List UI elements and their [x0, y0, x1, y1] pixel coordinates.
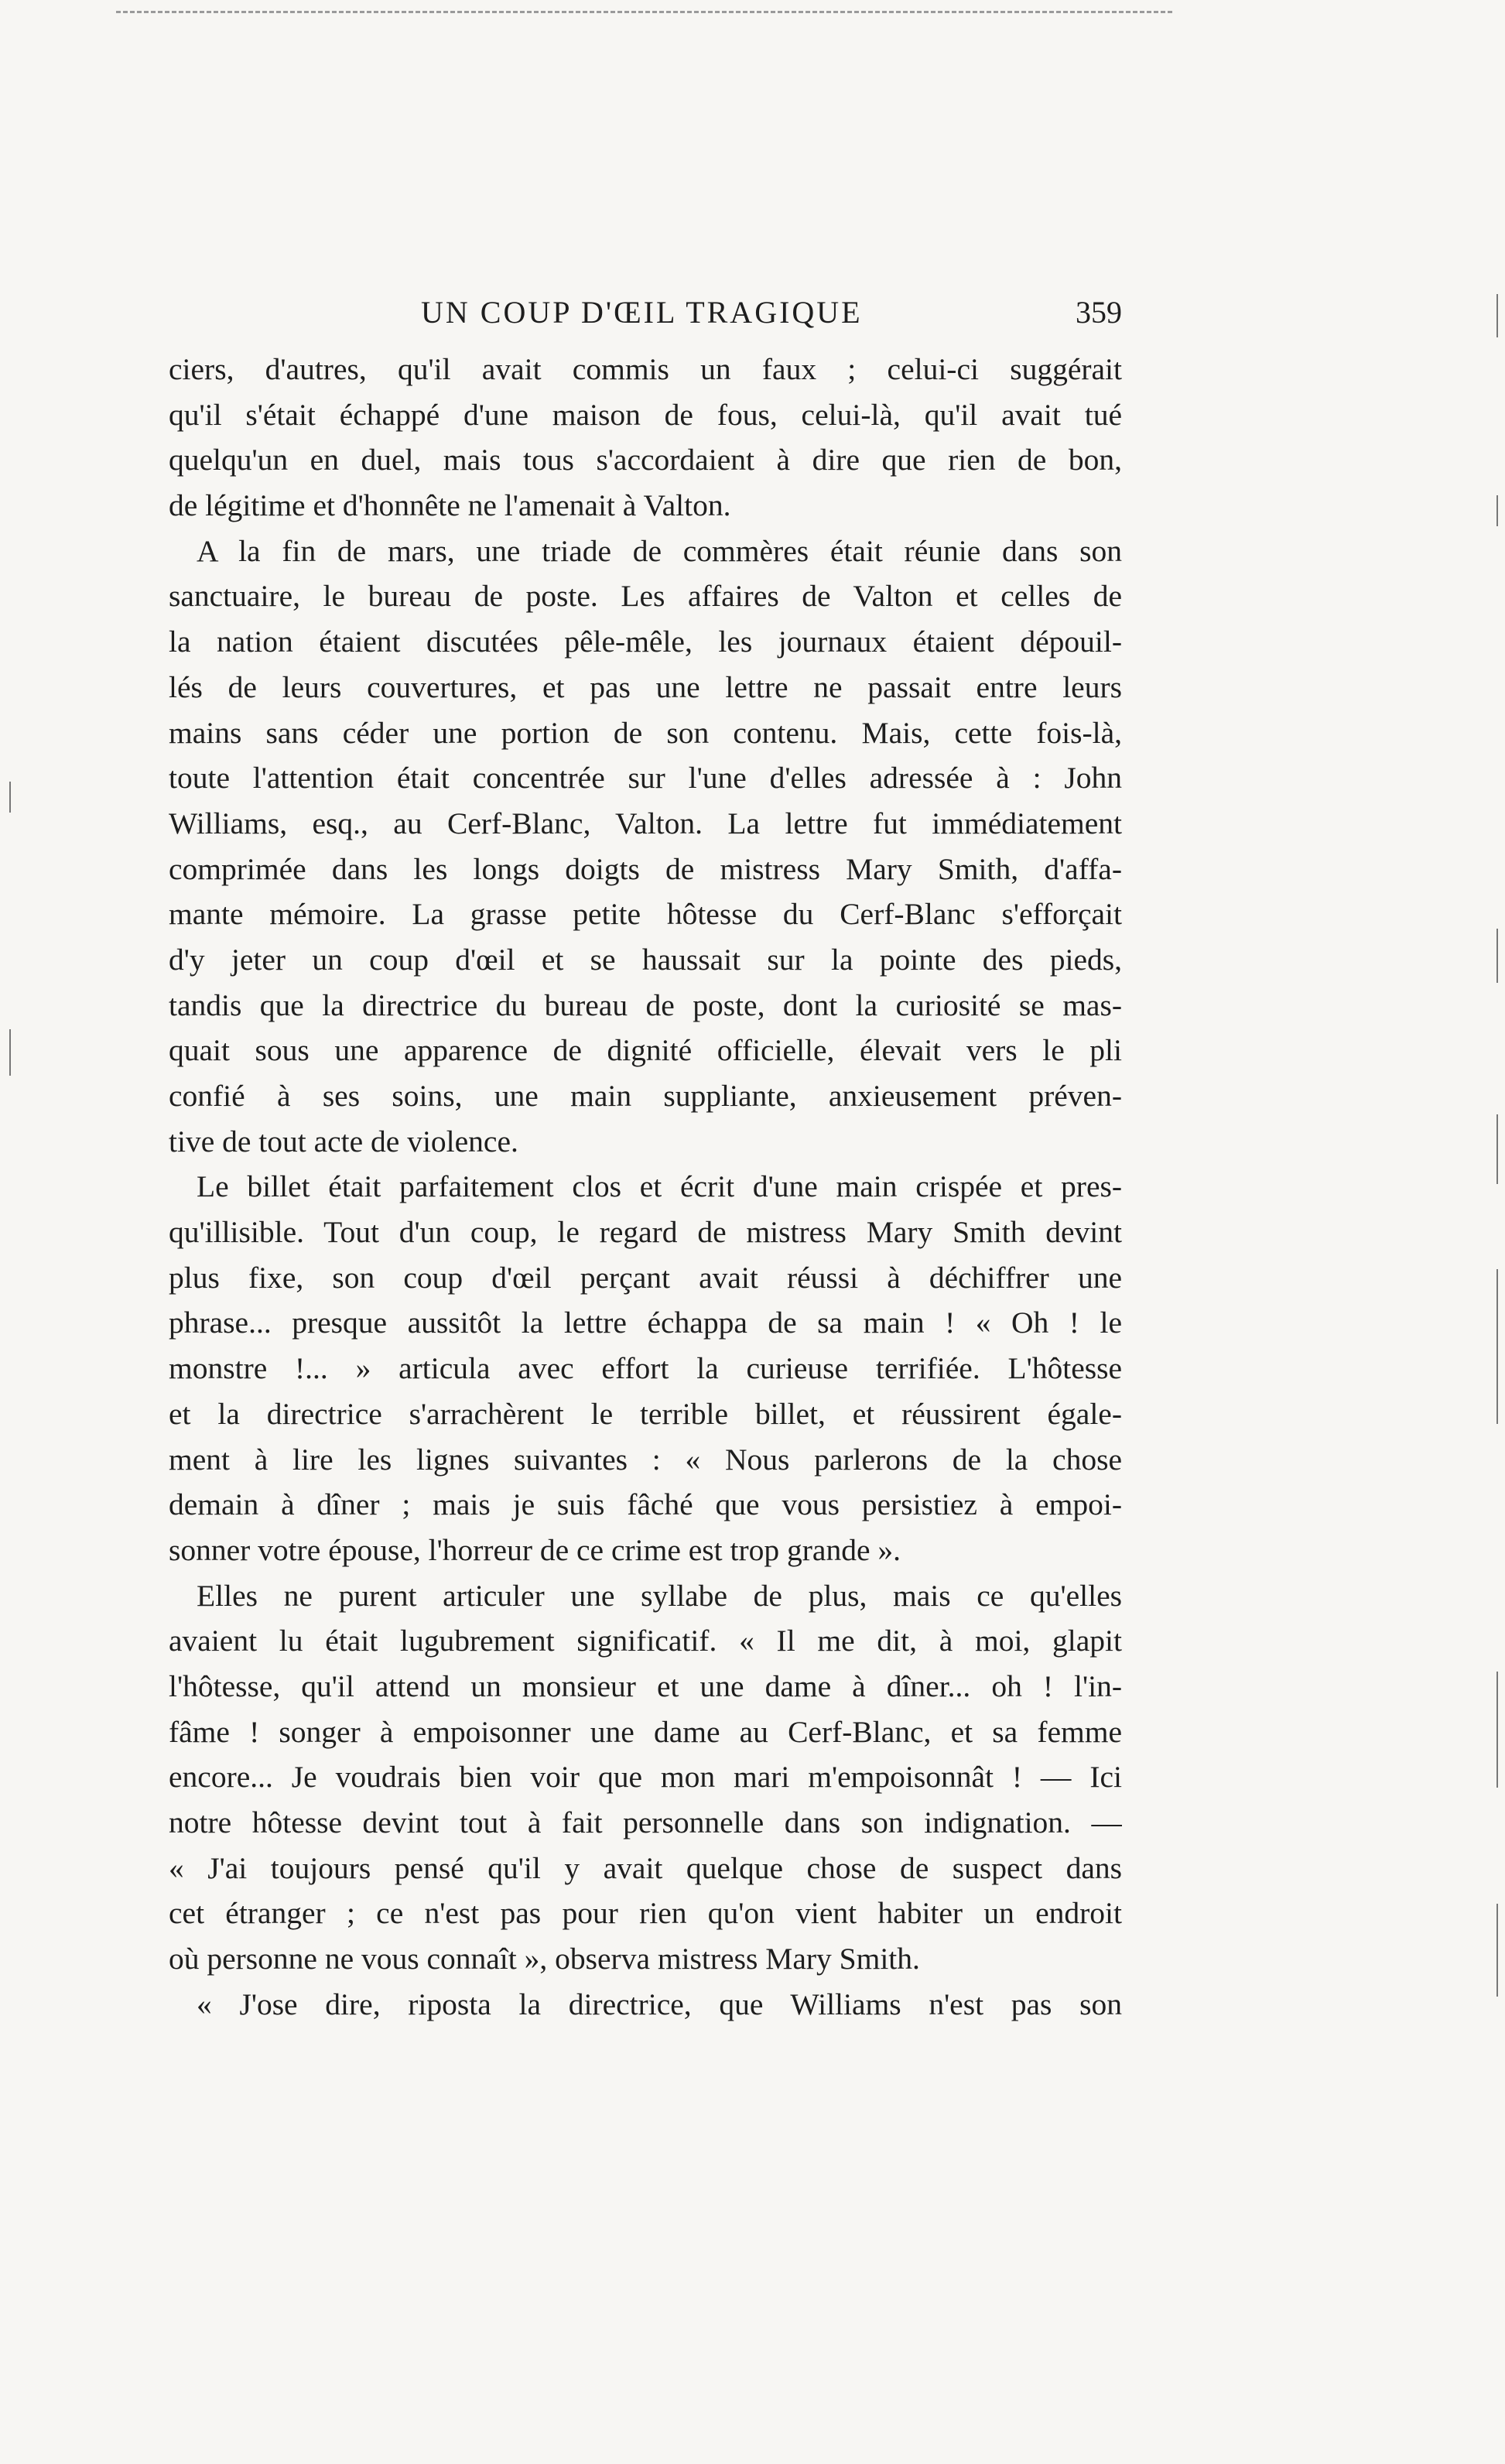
text-line: Elles ne purent articuler une syllabe de plus, mais ce qu'elles — [197, 1578, 1122, 1613]
text-line: plus fixe, son coup d'œil perçant avait réussi à déchiffrer une — [169, 1260, 1122, 1295]
scan-edge-mark — [9, 1029, 11, 1076]
text-line: et la directrice s'arrachèrent le terrible billet, et réussirent égale- — [169, 1396, 1122, 1431]
text-line: « J'ai toujours pensé qu'il y avait quelque chose de suspect dans — [169, 1850, 1122, 1885]
text-line: de légitime et d'honnête ne l'amenait à Valton. — [169, 488, 731, 523]
scan-edge-mark — [1496, 1269, 1498, 1424]
text-line: ment à lire les lignes suivantes : « Nous parlerons de la chose — [169, 1442, 1122, 1477]
text-line: sanctuaire, le bureau de poste. Les affaires de Valton et celles de — [169, 579, 1122, 614]
text-line: l'hôtesse, qu'il attend un monsieur et une dame à dîner... oh ! l'in- — [169, 1668, 1122, 1703]
scan-edge-mark — [1496, 929, 1498, 983]
body-text — [169, 347, 1122, 2027]
scan-edge-mark — [9, 782, 11, 813]
text-line: lés de leurs couvertures, et pas une lettre ne passait entre leurs — [169, 669, 1122, 704]
text-line: mains sans céder une portion de son contenu. Mais, cette fois-là, — [169, 715, 1122, 750]
text-line: la nation étaient discutées pêle-mêle, les journaux étaient dépouil- — [169, 625, 1122, 659]
text-line: cet étranger ; ce n'est pas pour rien qu'on vient habiter un endroit — [169, 1896, 1122, 1931]
text-line: mante mémoire. La grasse petite hôtesse du Cerf-Blanc s'efforçait — [169, 897, 1122, 932]
scan-edge-mark — [1496, 495, 1498, 526]
text-line: Le billet était parfaitement clos et écrit d'une main crispée et pres- — [197, 1169, 1122, 1204]
text-line: « J'ose dire, riposta la directrice, que Williams n'est pas son — [197, 1987, 1122, 2021]
text-line: fâme ! songer à empoisonner une dame au Cerf-Blanc, et sa femme — [169, 1714, 1122, 1749]
text-line: encore... Je voudrais bien voir que mon mari m'empoisonnât ! — Ici — [169, 1760, 1122, 1795]
text-line: A la fin de mars, une triade de commères était réunie dans son — [197, 533, 1122, 568]
text-line: qu'illisible. Tout d'un coup, le regard de mistress Mary Smith devint — [169, 1215, 1122, 1250]
text-line: tandis que la directrice du bureau de poste, dont la curiosité se mas- — [169, 987, 1122, 1022]
text-line: monstre !... » articula avec effort la curieuse terrifiée. L'hôtesse — [169, 1351, 1122, 1386]
text-line: d'y jeter un coup d'œil et se haussait sur la pointe des pieds, — [169, 942, 1122, 977]
text-line: confié à ses soins, une main suppliante, anxieusement préven- — [169, 1079, 1122, 1113]
text-line: Williams, esq., au Cerf-Blanc, Valton. La lettre fut immédiatement — [169, 806, 1122, 840]
text-line: tive de tout acte de violence. — [169, 1124, 518, 1158]
text-line: quait sous une apparence de dignité officielle, élevait vers le pli — [169, 1033, 1122, 1068]
text-line: où personne ne vous connaît », observa mistress Mary Smith. — [169, 1942, 920, 1976]
text-line: notre hôtesse devint tout à fait personnelle dans son indignation. — — [169, 1805, 1122, 1839]
text-line: qu'il s'était échappé d'une maison de fous, celui-là, qu'il avait tué — [169, 397, 1122, 432]
text-line: demain à dîner ; mais je suis fâché que vous persistiez à empoi- — [169, 1487, 1122, 1522]
page-header — [169, 294, 1122, 341]
text-line: quelqu'un en duel, mais tous s'accordaient à dire que rien de bon, — [169, 443, 1122, 477]
text-line: avaient lu était lugubrement significatif. « Il me dit, à moi, glapit — [169, 1624, 1122, 1658]
text-line: phrase... presque aussitôt la lettre échappa de sa main ! « Oh ! le — [169, 1306, 1122, 1340]
scan-edge-mark — [1496, 294, 1498, 337]
top-scan-rule — [116, 11, 1172, 13]
scan-edge-mark — [1496, 1672, 1498, 1788]
scan-edge-mark — [1496, 1904, 1498, 1997]
text-line: ciers, d'autres, qu'il avait commis un faux ; celui-ci suggérait — [169, 352, 1122, 386]
scan-edge-mark — [1496, 1114, 1498, 1184]
running-title: UN COUP D'ŒIL TRAGIQUE — [421, 295, 863, 330]
text-line: sonner votre épouse, l'horreur de ce crime est trop grande ». — [169, 1532, 901, 1567]
text-line: toute l'attention était concentrée sur l'une d'elles adressée à : John — [169, 761, 1122, 796]
page-number: 359 — [1076, 295, 1122, 330]
text-line: comprimée dans les longs doigts de mistress Mary Smith, d'affa- — [169, 851, 1122, 886]
